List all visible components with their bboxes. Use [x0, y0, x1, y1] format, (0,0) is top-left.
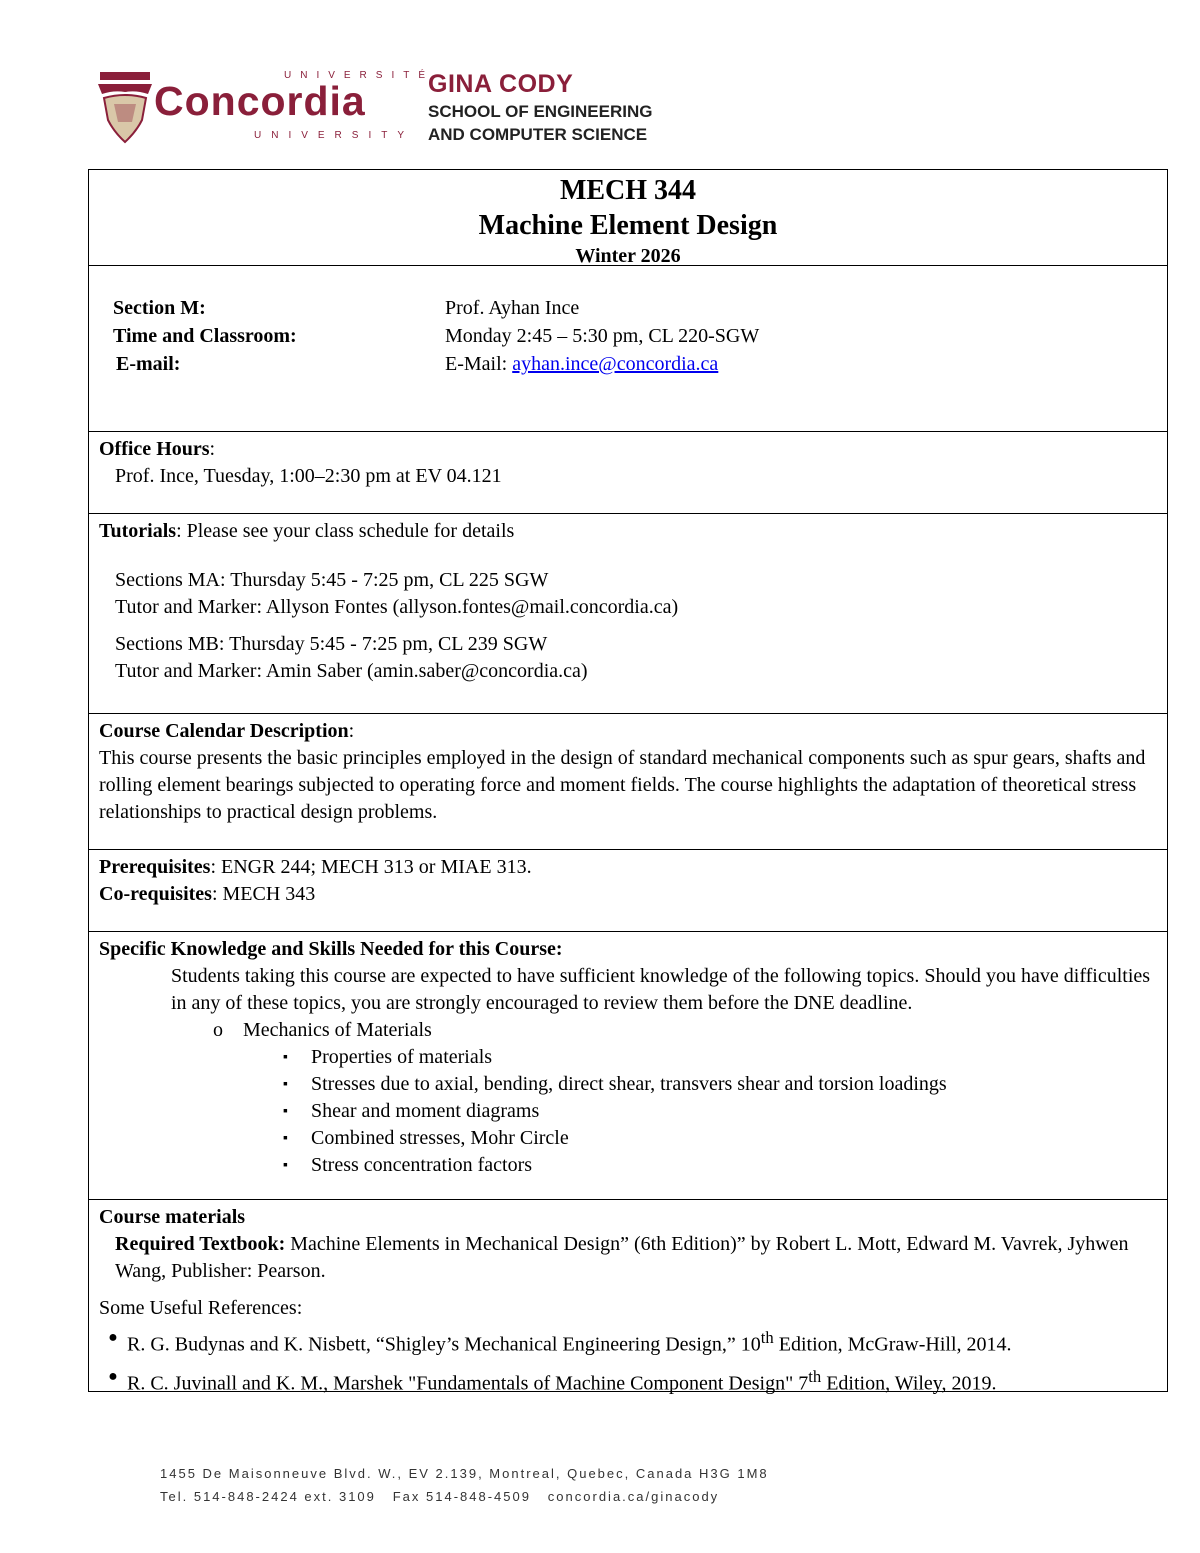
prerequisites-value: : ENGR 244; MECH 313 or MIAE 313. — [210, 856, 532, 878]
square-bullet-icon: ▪ — [283, 1131, 288, 1146]
bullet-icon: ● — [108, 1329, 118, 1346]
subtopic-text: Stresses due to axial, bending, direct shear, transvers shear and torsion loadings — [311, 1073, 947, 1095]
school-line-3: AND COMPUTER SCIENCE — [428, 125, 648, 144]
office-hours-label: Office Hours — [99, 438, 210, 460]
tutorials-note: : Please see your class schedule for details — [176, 520, 515, 542]
tutorial-mb-section: Sections MB: Thursday 5:45 - 7:25 pm, CL 239 SGW — [115, 633, 548, 655]
list-item — [99, 1044, 1157, 1071]
reference-2: R. C. Juvinall and K. M., Marshek "Fundamentals of Machine Component Design" 7th Edition, Wiley, 2019. — [127, 1366, 997, 1395]
list-item — [99, 1322, 1157, 1361]
section-value: Prof. Ayhan Ince — [445, 297, 580, 319]
skills-section — [89, 931, 1167, 1199]
time-label: Time and Classroom: — [113, 325, 297, 347]
textbook-entry — [99, 1231, 1157, 1285]
subtopic-text: Stress concentration factors — [311, 1154, 533, 1176]
square-bullet-icon: ▪ — [283, 1158, 288, 1173]
prerequisites-label: Prerequisites — [99, 856, 211, 878]
course-title-section — [89, 170, 1167, 265]
course-name: Machine Element Design — [478, 210, 778, 241]
school-line-2: SCHOOL OF ENGINEERING — [428, 102, 653, 121]
time-value: Monday 2:45 – 5:30 pm, CL 220-SGW — [445, 325, 760, 347]
skills-label: Specific Knowledge and Skills Needed for this Course: — [99, 938, 563, 960]
email-value-wrap — [445, 350, 718, 378]
topic-text: Mechanics of Materials — [243, 1019, 432, 1041]
corequisites-label: Co-requisites — [99, 883, 212, 905]
course-code: MECH 344 — [559, 175, 697, 206]
university-bottom-text: UNIVERSITY — [254, 130, 415, 141]
square-bullet-icon: ▪ — [283, 1050, 288, 1065]
section-label: Section M: — [113, 297, 206, 319]
subtopic-text: Combined stresses, Mohr Circle — [311, 1127, 569, 1149]
course-term: Winter 2026 — [575, 245, 681, 267]
email-row — [113, 350, 1157, 378]
skills-intro: Students taking this course are expected to have sufficient knowledge of the following topics. Should you have difficulties in any of these topics, you are strongly encouraged to review them before the DNE deadline. — [171, 965, 1151, 1014]
tutorials-label: Tutorials — [99, 520, 177, 542]
subtopic-text: Shear and moment diagrams — [311, 1100, 540, 1122]
email-link[interactable]: ayhan.ince@concordia.ca — [512, 353, 719, 375]
instructor-info-section — [89, 265, 1167, 431]
tutorial-mb-tutor: Tutor and Marker: Amin Saber (amin.saber@concordia.ca) — [115, 660, 588, 682]
office-hours-section: Office Hours: Prof. Ince, Tuesday, 1:00–2:30 pm at EV 04.121 — [89, 431, 1167, 513]
subtopic-text: Properties of materials — [311, 1046, 493, 1068]
university-top-text: UNIVERSITÉ — [284, 70, 435, 81]
list-item — [99, 1152, 1157, 1179]
course-outline-table — [88, 169, 1168, 1395]
description-text: This course presents the basic principles employed in the design of standard mechanical components such as spur gears, shafts and rolling element bearings subjected to operating force and moment fields. The course highlights the adaptation of theoretical stress relationships to practical design problems. — [99, 747, 1146, 823]
textbook-value: Machine Elements in Mechanical Design” (6th Edition)” by Robert L. Mott, Edward M. Vavrek, Jyhwen Wang, Publisher: Pearson. — [115, 1233, 1129, 1282]
circle-bullet-icon: o — [213, 1019, 223, 1041]
header-logos — [96, 66, 696, 156]
references-label: Some Useful References: — [99, 1297, 303, 1319]
section-row — [113, 294, 1157, 322]
email-prefix: E-Mail: — [445, 353, 513, 375]
university-name: Concordia — [154, 78, 366, 124]
email-label: E-mail: — [116, 353, 181, 375]
bullet-icon: ● — [108, 1367, 118, 1385]
concordia-crest-icon — [96, 70, 154, 146]
square-bullet-icon: ▪ — [283, 1077, 288, 1092]
corequisites-value: : MECH 343 — [211, 883, 316, 905]
course-description-section: Course Calendar Description: This course presents the basic principles employed in the design of standard mechanical components such as spur gears, shafts and rolling element bearings subjected to operating force and moment fields. The course highlights the adaptation of theoretical stress relationships to practical design problems. — [89, 713, 1167, 849]
office-hours-value: Prof. Ince, Tuesday, 1:00–2:30 pm at EV 04.121 — [115, 465, 502, 487]
list-item — [99, 1098, 1157, 1125]
list-item — [99, 1125, 1157, 1152]
prerequisites-section — [89, 849, 1167, 931]
tutorial-ma-section: Sections MA: Thursday 5:45 - 7:25 pm, CL 225 SGW — [115, 569, 549, 591]
list-item — [99, 1017, 1157, 1044]
reference-1: R. G. Budynas and K. Nisbett, “Shigley’s Mechanical Engineering Design,” 10th Edition, McGraw-Hill, 2014. — [127, 1328, 1012, 1356]
list-item — [99, 1071, 1157, 1098]
description-label: Course Calendar Description — [99, 720, 349, 742]
textbook-label: Required Textbook: — [115, 1233, 286, 1255]
materials-label: Course materials — [99, 1206, 246, 1228]
square-bullet-icon: ▪ — [283, 1104, 288, 1119]
footer-contact: Tel. 514-848-2424 ext. 3109 Fax 514-848-4509 concordia.ca/ginacody — [160, 1489, 720, 1504]
tutorials-section — [89, 513, 1167, 713]
footer-address: 1455 De Maisonneuve Blvd. W., EV 2.139, Montreal, Quebec, Canada H3G 1M8 — [160, 1466, 769, 1481]
tutorial-ma-tutor: Tutor and Marker: Allyson Fontes (allyson.fontes@mail.concordia.ca) — [115, 596, 679, 618]
school-name: GINA CODY — [428, 70, 574, 98]
course-materials-section — [89, 1199, 1167, 1395]
list-item — [99, 1361, 1157, 1400]
time-row — [113, 322, 1157, 350]
